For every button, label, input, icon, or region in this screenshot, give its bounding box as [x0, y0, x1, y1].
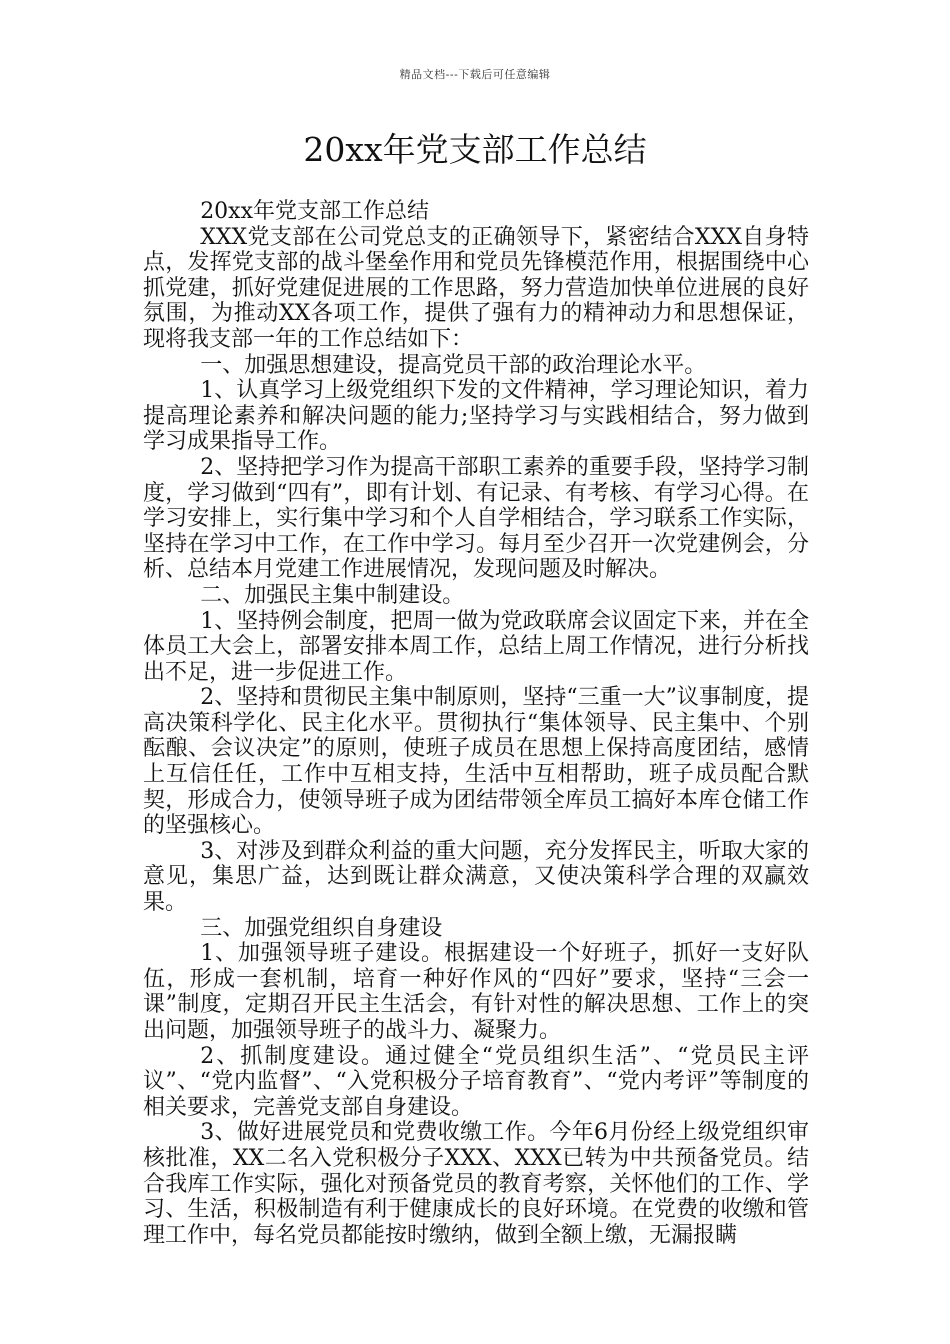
- section-heading-2: 二、加强民主集中制建设。: [200, 582, 465, 608]
- paragraph-intro: XXX党支部在公司党总支的正确领导下，紧密结合XXX自身特点，发挥党支部的战斗堡垒作用和党员先锋模范作用，根据围绕中心抓党建，抓好党建促进展的工作思路，努力营造加快单位进展的良好氛围，为推动XX各项工作，提供了强有力的精神动力和思想保证，现将我支部一年的工作总结如下：: [143, 224, 809, 352]
- header-note: 精品文档---下载后可任意编辑: [399, 68, 551, 81]
- section-heading-3: 三、加强党组织自身建设: [200, 915, 443, 941]
- paragraph: 2、坚持把学习作为提高干部职工素养的重要手段，坚持学习制度，学习做到“四有”，即有计划、有记录、有考核、有学习心得。在学习安排上，实行集中学习和个人自学相结合，学习联系工作实际，坚持在学习中工作，在工作中学习。每月至少召开一次党建例会，分析、总结本月党建工作进展情况，发现问题及时解决。: [143, 454, 809, 583]
- paragraph: 1、坚持例会制度，把周一做为党政联席会议固定下来，并在全体员工大会上，部署安排本周工作，总结上周工作情况，进行分析找出不足，进一步促进工作。: [143, 608, 809, 685]
- page-title: 20xx年党支部工作总结: [303, 130, 647, 169]
- paragraph: 1、认真学习上级党组织下发的文件精神，学习理论知识，着力提高理论素养和解决问题的能力;坚持学习与实践相结合，努力做到学习成果指导工作。: [143, 378, 809, 455]
- paragraph: 3、对涉及到群众利益的重大问题，充分发挥民主，听取大家的意见，集思广益，达到既让群众满意，又使决策科学合理的双赢效果。: [143, 838, 809, 916]
- paragraph: 1、加强领导班子建设。根据建设一个好班子，抓好一支好队伍，形成一套机制，培育一种好作风的“四好”要求，坚持“三会一课”制度，定期召开民主生活会，有针对性的解决思想、工作上的突出问题，加强领导班子的战斗力、凝聚力。: [143, 941, 809, 1043]
- paragraph-subtitle: 20xx年党支部工作总结: [200, 199, 429, 224]
- paragraph: 2、抓制度建设。通过健全“党员组织生活”、“党员民主评议”、“党内监督”、“入党积极分子培育教育”、“党内考评”等制度的相关要求，完善党支部自身建设。: [143, 1043, 809, 1120]
- section-heading-1: 一、加强思想建设，提高党员干部的政治理论水平。: [200, 352, 707, 378]
- document-body: [143, 199, 809, 1248]
- paragraph: 2、坚持和贯彻民主集中制原则，坚持“三重一大”议事制度，提高决策科学化、民主化水平。贯彻执行“集体领导、民主集中、个别酝酿、会议决定”的原则，使班子成员在思想上保持高度团结，感情上互信任任，工作中互相支持，生活中互相帮助，班子成员配合默契，形成合力，使领导班子成为团结带领全库员工搞好本库仓储工作的坚强核心。: [143, 685, 809, 839]
- paragraph: 3、做好进展党员和党费收缴工作。今年6月份经上级党组织审核批准，XX二名入党积极分子XXX、XXX已转为中共预备党员。结合我库工作实际，强化对预备党员的教育考察，关怀他们的工作、学习、生活，积极制造有利于健康成长的良好环境。在党费的收缴和管理工作中，每名党员都能按时缴纳，做到全额上缴，无漏报瞒: [143, 1120, 809, 1248]
